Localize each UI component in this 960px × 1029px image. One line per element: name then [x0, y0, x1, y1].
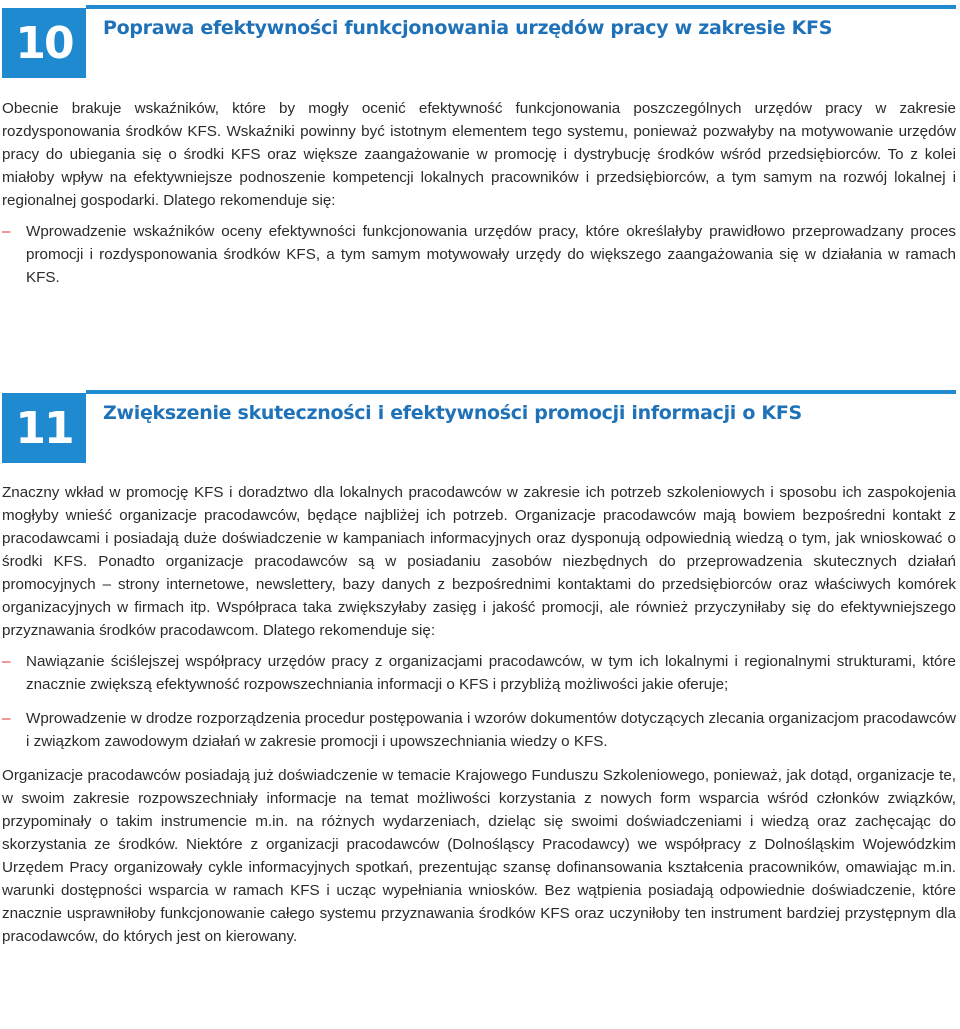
- list-item: [2, 220, 956, 289]
- section-number-badge: 11: [2, 393, 86, 463]
- section-body: [2, 97, 956, 300]
- dash-bullet: –: [2, 653, 11, 670]
- dash-bullet: –: [2, 223, 11, 240]
- closing-paragraph: Organizacje pracodawców posiadają już doświadczenie w temacie Krajowego Funduszu Szkoleniowego, ponieważ, jak dotąd, organizacje te, w swoim zakresie rozpowszechniały informacje na temat możliwości korzystania z nowych form wsparcia wśród członków związków, przypominały o takim instrumencie m.in. na różnych wydarzeniach, dzieląc się swoimi doświadczeniami i wiedzą oraz zachęcając do skorzystania ze środków. Niektóre z organizacji pracodawców (Dolnośląscy Pracodawcy) we współpracy z Dolnośląskim Wojewódzkim Urzędem Pracy organizowały cykle informacyjnych spotkań, prezentując szansę dofinansowania kształcenia pracowników, omawiając m.in. warunki dostępności wsparcia w ramach KFS i ucząc wypełniania wniosków. Bez wątpienia posiadają odpowiednie doświadczenie, które znacznie usprawniłoby funkcjonowanie całego systemu przyznawania środków KFS oraz uczyniłoby ten instrument bardziej przystępnym dla pracodawców, do których jest on kierowany.: [2, 767, 956, 945]
- list-item-text: Wprowadzenie wskaźników oceny efektywności funkcjonowania urzędów pracy, które określałyby prawidłowo przeprowadzany proces promocji i rozdysponowania środków KFS, a tym samym motywowały urzędy do większego zaangażowania się w działania w ramach KFS.: [26, 223, 956, 286]
- section-title: Poprawa efektywności funkcjonowania urzędów pracy w zakresie KFS: [103, 17, 833, 39]
- section-number-badge: 10: [2, 8, 86, 78]
- list-item: [2, 650, 956, 696]
- recommendation-list: [2, 220, 956, 289]
- section-paragraph: Obecnie brakuje wskaźników, które by mogły ocenić efektywność funkcjonowania poszczególnych urzędów pracy w zakresie rozdysponowania środków KFS. Wskaźniki powinny być istotnym elementem tego systemu, ponieważ pozwałyby na motywowanie urzędów pracy do ubiegania się o środki KFS oraz większe zaangażowanie w promocję i dystrybucję środków wśród przedsiębiorców. To z kolei miałoby wpływ na efektywniejsze podnoszenie kompetencji lokalnych pracowników i przedsiębiorców, a tym samym na rozwój lokalnej i regionalnej gospodarki. Dlatego rekomenduje się:: [2, 100, 956, 209]
- section-body: [2, 481, 956, 948]
- section-title: Zwiększenie skuteczności i efektywności promocji informacji o KFS: [103, 402, 802, 424]
- section-top-rule: [86, 5, 956, 9]
- section-paragraph: Znaczny wkład w promocję KFS i doradztwo dla lokalnych pracodawców w zakresie ich potrzeb szkoleniowych i sposobu ich zaspokojenia mogłyby wnieść organizacje pracodawców, będące najbliżej ich potrzeb. Organizacje pracodawców mają bowiem bezpośredni kontakt z pracodawcami i posiadają duże doświadczenie w kampaniach informacyjnych oraz dysponują odpowiednią wiedzą o tym, jak wnioskować o środki KFS. Ponadto organizacje pracodawców są w posiadaniu zasobów niezbędnych do przeprowadzenia skutecznych działań promocyjnych – strony internetowe, newslettery, bazy danych z bezpośrednimi kontaktami do przedsiębiorców oraz właściwych komórek organizacyjnych w firmach itp. Współpraca taka zwiększyłaby zasięg i jakość promocji, ale również przyczyniłaby się do efektywniejszego przyznawania środków pracodawcom. Dlatego rekomenduje się:: [2, 484, 956, 639]
- recommendation-list: [2, 650, 956, 753]
- list-item: [2, 707, 956, 753]
- section-top-rule: [86, 390, 956, 394]
- dash-bullet: –: [2, 710, 11, 727]
- list-item-text: Nawiązanie ściślejszej współpracy urzędów pracy z organizacjami pracodawców, w tym ich lokalnymi i regionalnymi strukturami, które znacznie zwiększą efektywność rozpowszechniania informacji o KFS i przybliżą możliwości jakie oferuje;: [26, 653, 956, 693]
- list-item-text: Wprowadzenie w drodze rozporządzenia procedur postępowania i wzorów dokumentów dotyczących zlecania organizacjom pracodawców i związkom zawodowym działań w zakresie promocji i upowszechniania wiedzy o KFS.: [26, 710, 956, 750]
